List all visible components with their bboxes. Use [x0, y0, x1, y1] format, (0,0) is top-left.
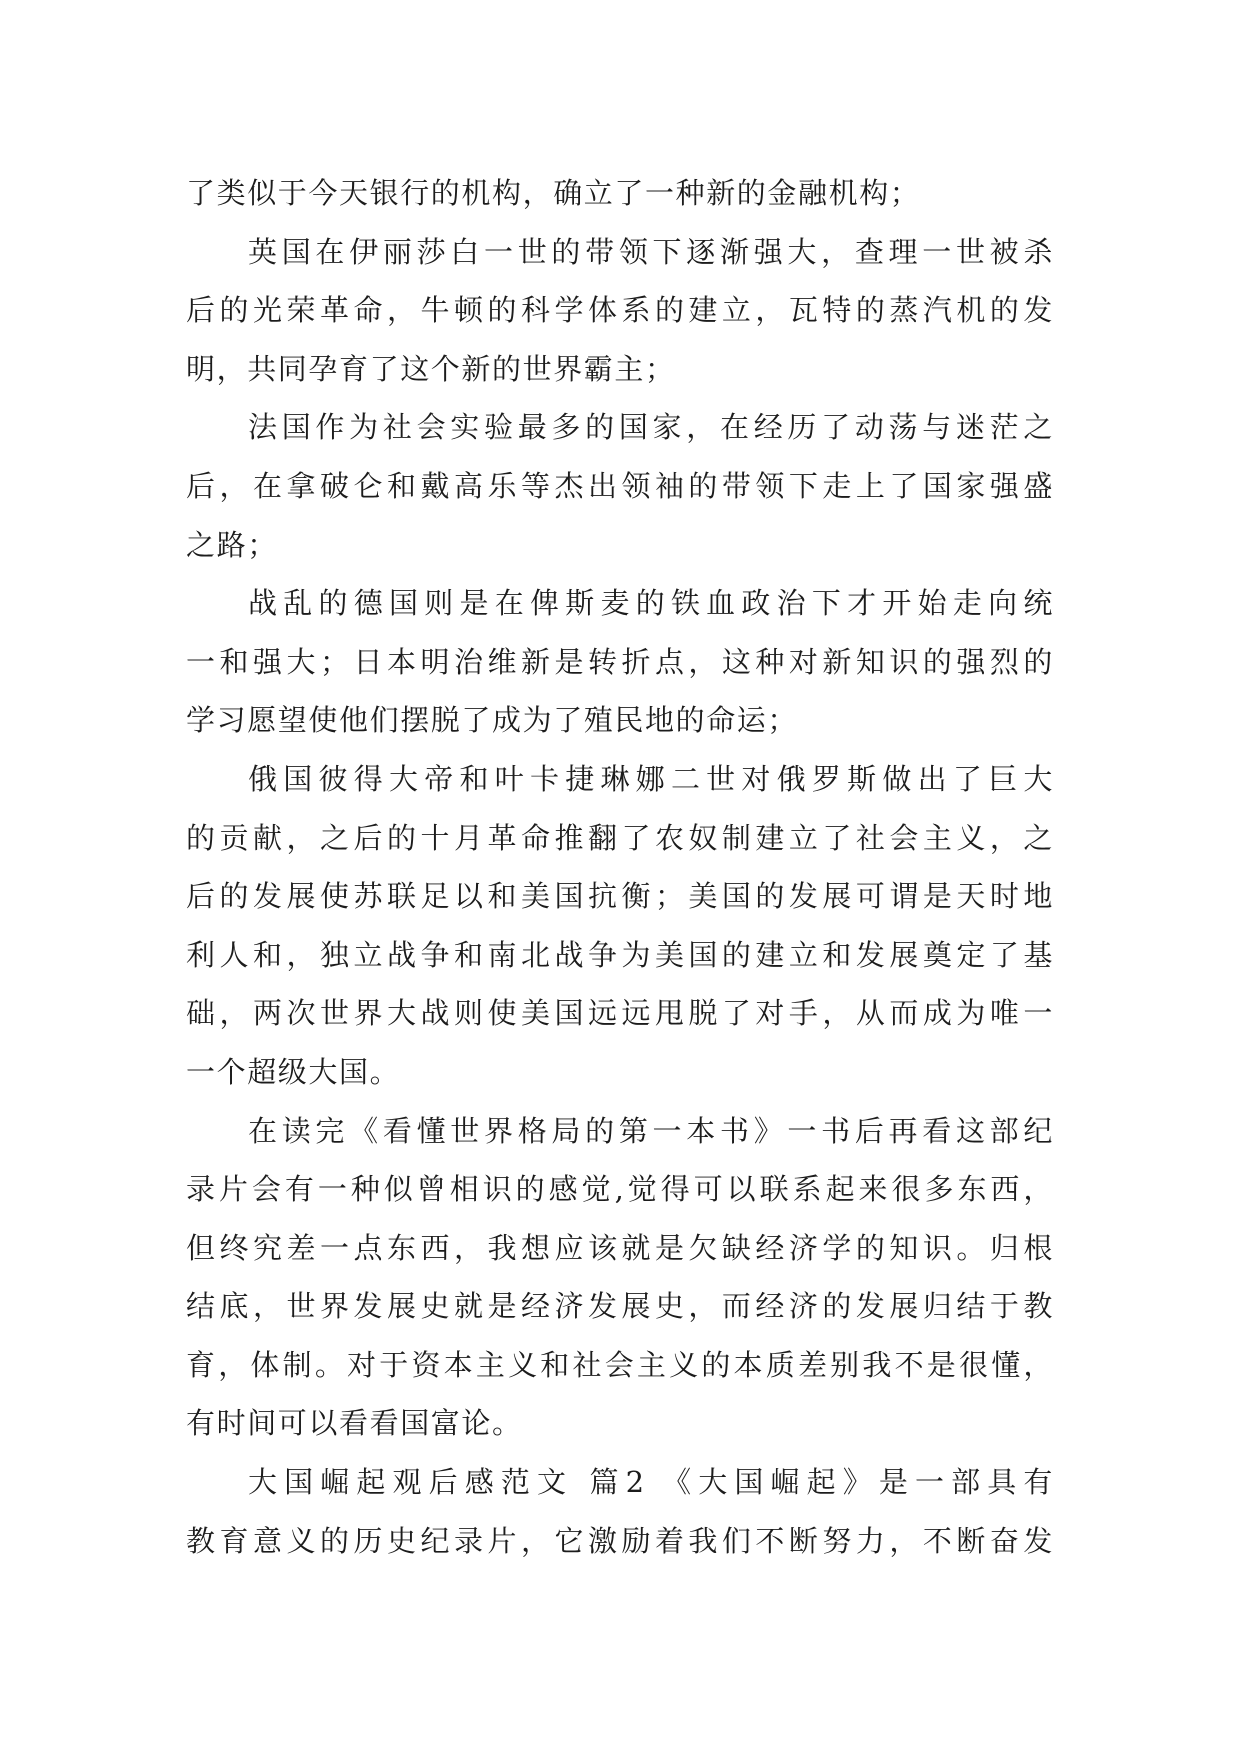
text-line: 英国在伊丽莎白一世的带领下逐渐强大，查理一世被杀 — [248, 234, 1054, 269]
text-line: 结底，世界发展史就是经济发展史，而经济的发展归结于教 — [186, 1289, 1054, 1324]
text-line: 后的光荣革命，牛顿的科学体系的建立，瓦特的蒸汽机的发 — [186, 293, 1054, 328]
text-line: 俄国彼得大帝和叶卡捷琳娜二世对俄罗斯做出了巨大 — [248, 761, 1054, 796]
text-line: 一和强大；日本明治维新是转折点，这种对新知识的强烈的 — [186, 644, 1054, 679]
text-line: 的贡献，之后的十月革命推翻了农奴制建立了社会主义，之 — [186, 820, 1054, 855]
text-line: 法国作为社会实验最多的国家，在经历了动荡与迷茫之 — [248, 410, 1054, 445]
text-line: 录片会有一种似曾相识的感觉,觉得可以联系起来很多东西， — [186, 1172, 1054, 1207]
text-line: 战乱的德国则是在俾斯麦的铁血政治下才开始走向统 — [248, 586, 1054, 621]
document-body — [186, 164, 1054, 1570]
text-line: 利人和，独立战争和南北战争为美国的建立和发展奠定了基 — [186, 937, 1054, 972]
text-line: 后，在拿破仑和戴高乐等杰出领袖的带领下走上了国家强盛 — [186, 468, 1054, 503]
text-line: 有时间可以看看国富论。 — [186, 1406, 523, 1441]
text-line: 学习愿望使他们摆脱了成为了殖民地的命运； — [186, 703, 799, 738]
text-line: 大国崛起观后感范文 篇2 《大国崛起》是一部具有 — [248, 1465, 1054, 1500]
text-line: 育，体制。对于资本主义和社会主义的本质差别我不是很懂， — [186, 1347, 1054, 1382]
text-line: 教育意义的历史纪录片，它激励着我们不断努力，不断奋发 — [186, 1523, 1054, 1558]
text-line: 后的发展使苏联足以和美国抗衡；美国的发展可谓是天时地 — [186, 879, 1054, 914]
text-line: 一个超级大国。 — [186, 1054, 401, 1089]
text-line: 明，共同孕育了这个新的世界霸主； — [186, 351, 676, 386]
text-line: 之路； — [186, 527, 278, 562]
text-line: 但终究差一点东西，我想应该就是欠缺经济学的知识。归根 — [186, 1230, 1054, 1265]
text-line: 在读完《看懂世界格局的第一本书》一书后再看这部纪 — [248, 1113, 1054, 1148]
text-line: 了类似于今天银行的机构，确立了一种新的金融机构； — [186, 176, 921, 210]
text-line: 础，两次世界大战则使美国远远甩脱了对手，从而成为唯一 — [186, 996, 1054, 1031]
